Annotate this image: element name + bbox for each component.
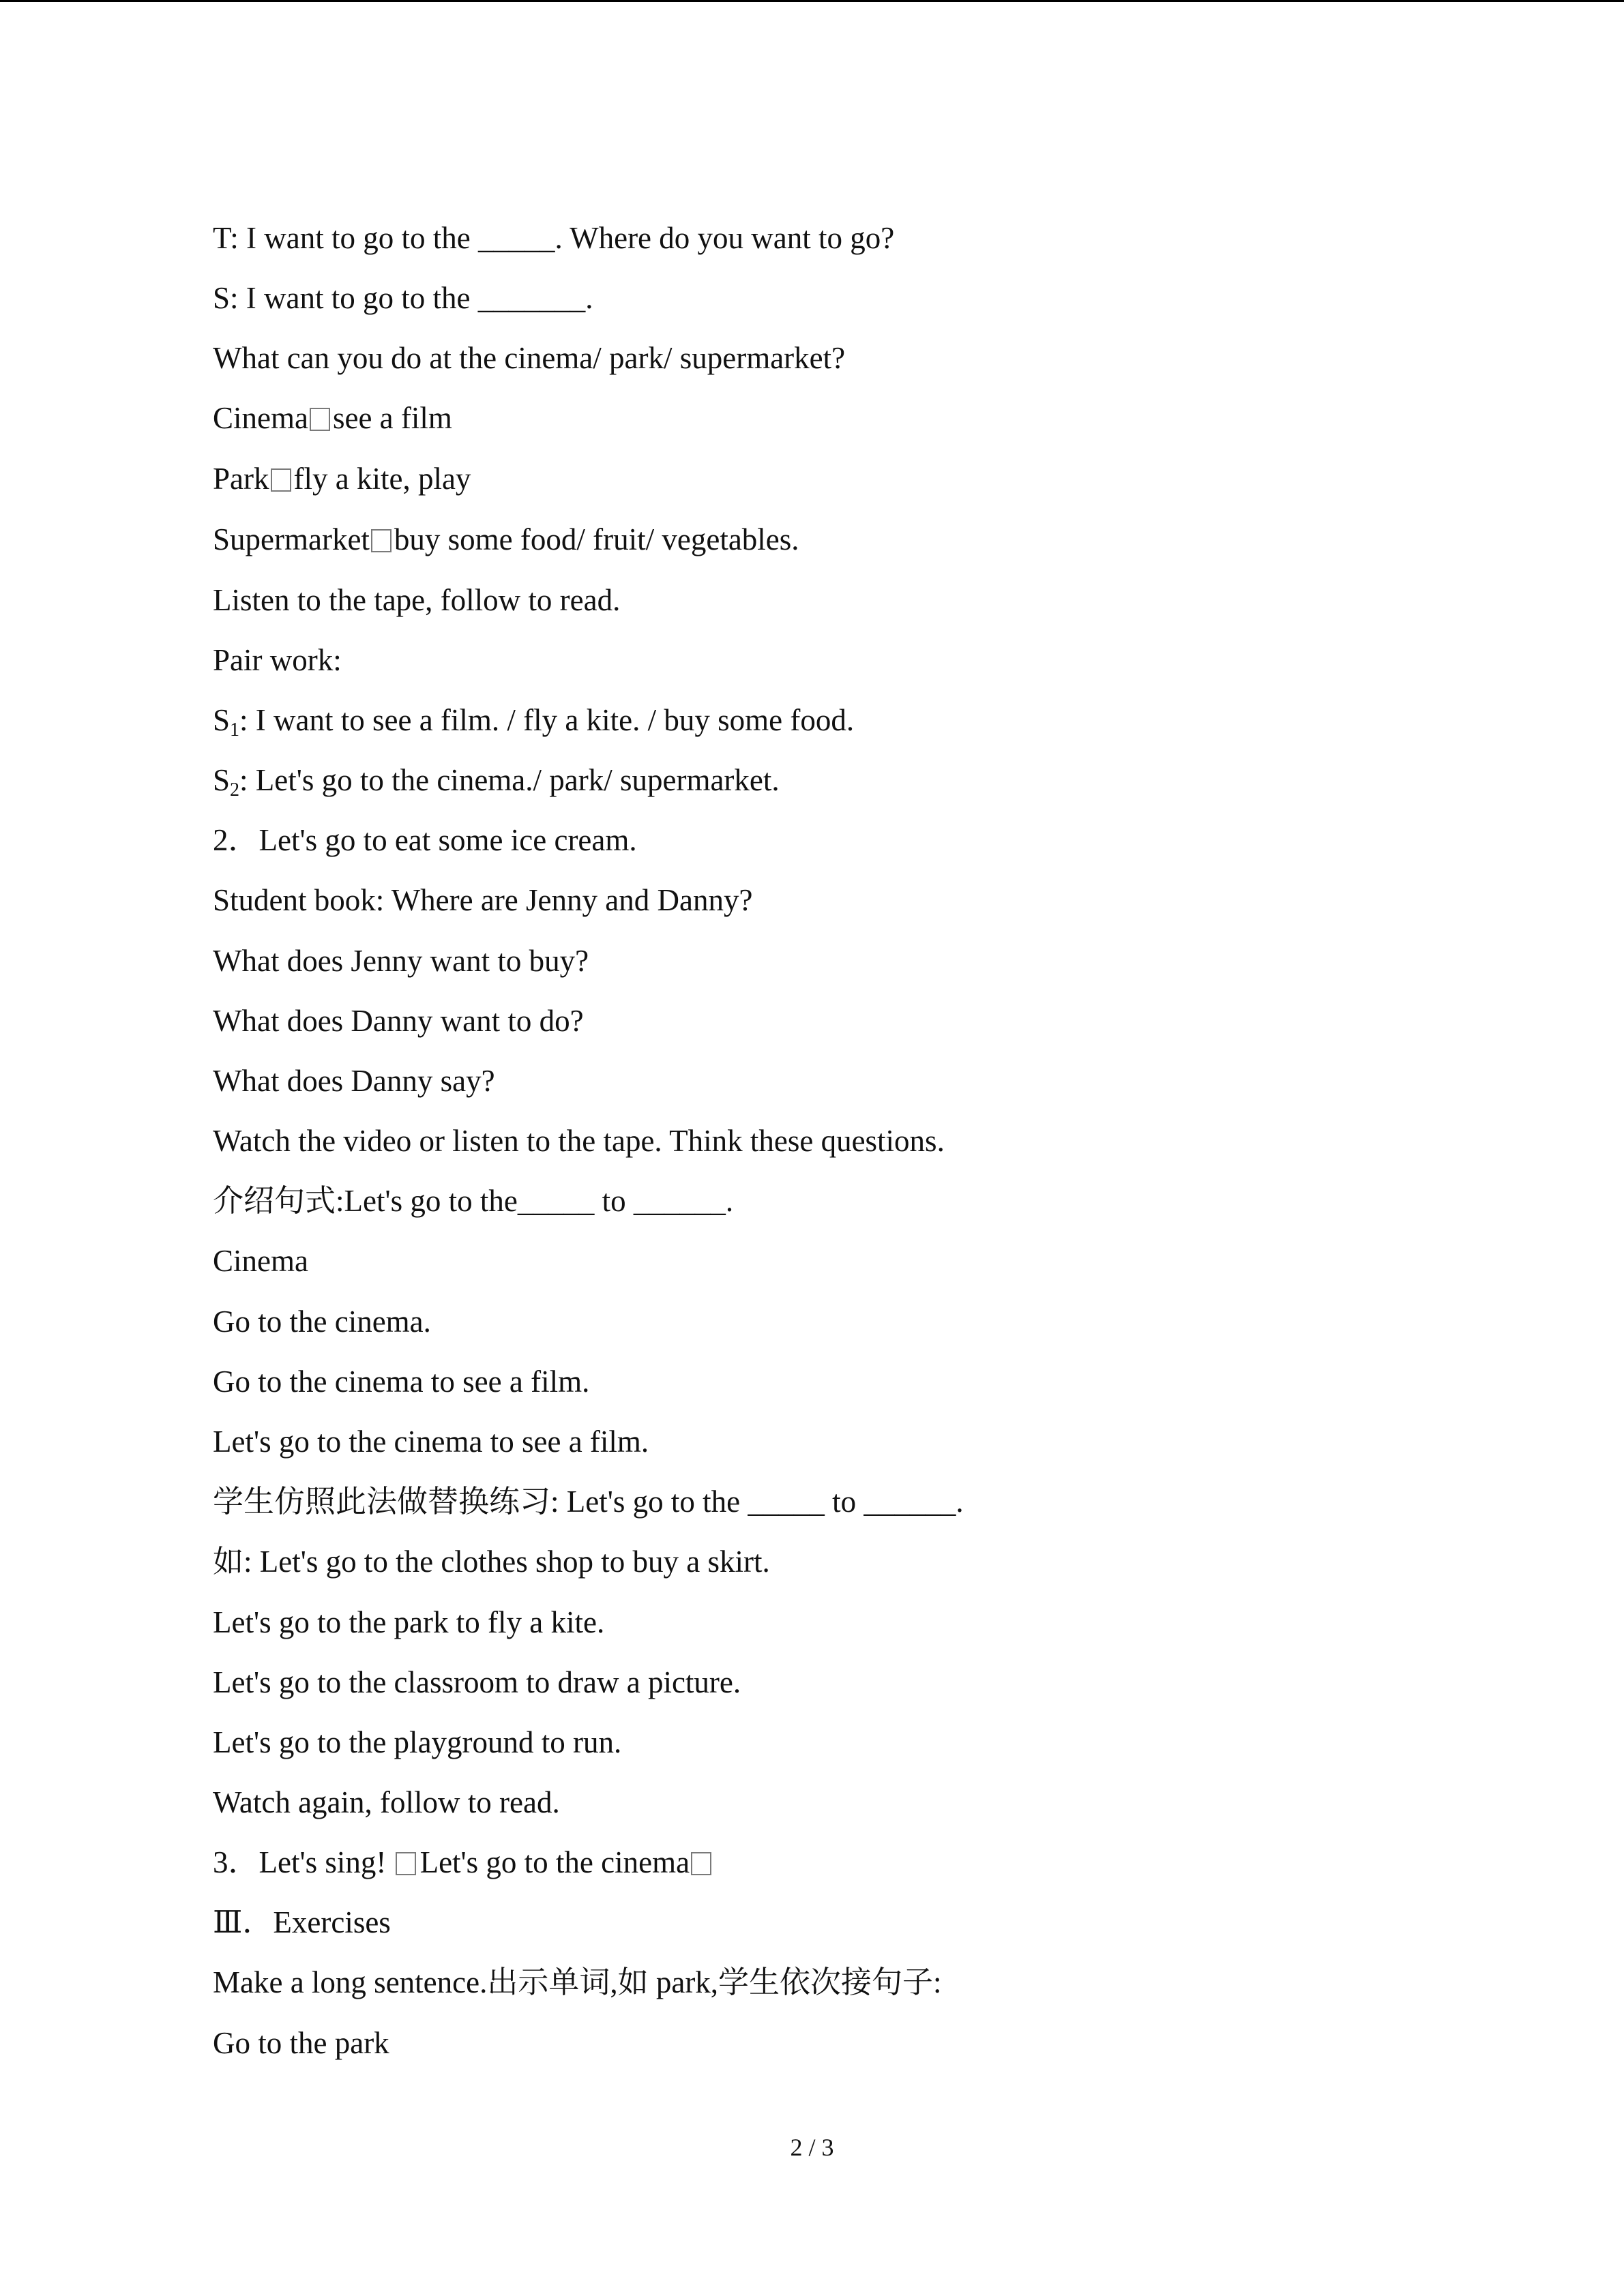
missing-glyph-box-icon [271,468,291,492]
top-border-line [0,0,1624,2]
text-line: Listen to the tape, follow to read. [213,583,621,617]
text-line: 学生仿照此法做替换练习: Let's go to the _____ to ______. [213,1485,964,1519]
document-body [213,216,1509,2081]
section-heading [213,1840,1509,1900]
text-line: Let's go to the playground to run. [213,1725,622,1759]
song-intro: 3．Let's sing! [213,1845,394,1879]
speaker-subscript: 2 [230,779,240,801]
speaker-label: S [213,763,231,797]
text-line: 如: Let's go to the clothes shop to buy a skirt. [213,1545,770,1579]
text-line: What can you do at the cinema/ park/ supermarket? [213,341,846,375]
text-line [213,518,1509,578]
text-line: Let's go to the classroom to draw a picture. [213,1665,741,1699]
text-line: What does Danny want to do? [213,1004,584,1038]
text-line: 介绍句式:Let's go to the_____ to ______. [213,1184,734,1218]
text-line: Go to the park [213,2026,389,2060]
song-title: Let's go to the cinema [419,1845,690,1879]
text-line: What does Danny say? [213,1064,495,1098]
vocab-activity: fly a kite, play [293,462,471,496]
missing-glyph-box-icon [396,1852,416,1875]
missing-glyph-box-icon [691,1852,711,1875]
vocab-activity: buy some food/ fruit/ vegetables. [394,522,799,556]
text-line: What does Jenny want to buy? [213,944,589,978]
section-heading: Ⅲ．Exercises [213,1905,391,1939]
text-line [213,396,1509,457]
vocab-word: Cinema [213,401,308,435]
text-line: Go to the cinema to see a film. [213,1365,590,1399]
text-line: Watch the video or listen to the tape. Think these questions. [213,1124,945,1158]
text-line: Make a long sentence.出示单词,如 park,学生依次接句子: [213,1965,942,1999]
text-line [213,758,1509,818]
page-number: 2 / 3 [790,2134,834,2161]
section-heading: 2．Let's go to eat some ice cream. [213,823,637,857]
text-line: Go to the cinema. [213,1304,431,1339]
text-line: T: I want to go to the _____. Where do you want to go? [213,221,895,255]
missing-glyph-box-icon [310,408,330,431]
text-line: Let's go to the cinema to see a film. [213,1425,649,1459]
speaker-subscript: 1 [230,719,240,741]
text-line [213,698,1509,758]
vocab-activity: see a film [332,401,452,435]
text-line: Cinema [213,1244,308,1278]
text-line [213,457,1509,518]
text-line: Student book: Where are Jenny and Danny? [213,883,753,917]
dialogue-text: : Let's go to the cinema./ park/ supermarket. [239,763,780,797]
vocab-word: Park [213,462,269,496]
missing-glyph-box-icon [371,529,392,552]
text-line: Watch again, follow to read. [213,1785,560,1819]
vocab-word: Supermarket [213,522,370,556]
text-line: Pair work: [213,643,342,677]
speaker-label: S [213,703,231,737]
text-line: S: I want to go to the _______. [213,281,593,315]
dialogue-text: : I want to see a film. / fly a kite. / buy some food. [239,703,855,737]
text-line: Let's go to the park to fly a kite. [213,1605,605,1639]
